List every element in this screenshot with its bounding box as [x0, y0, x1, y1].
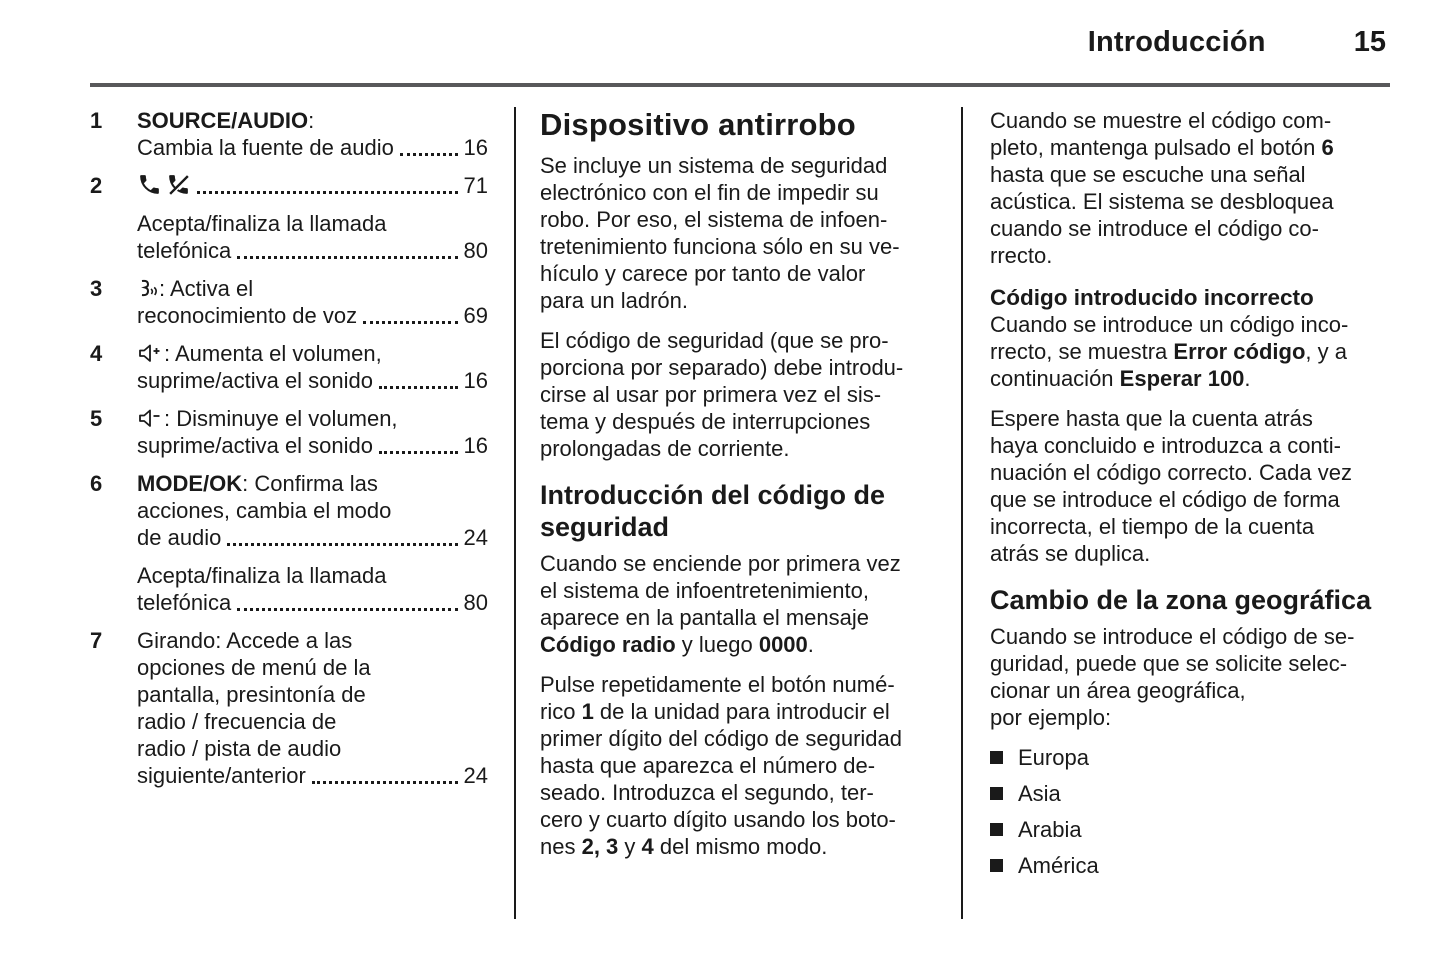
text-line: Espere hasta que la cuenta atrás	[990, 406, 1313, 431]
dotted-leader	[237, 608, 457, 611]
text-line: hasta que aparezca el número de-	[540, 753, 876, 778]
text-line: hasta que se escuche una señal	[990, 162, 1306, 187]
toc-item-body	[137, 562, 488, 616]
text-line: haya concluido e introduzca a conti-	[990, 433, 1341, 458]
toc-item-body	[137, 107, 488, 161]
text-line: Cuando se muestre el código com-	[990, 108, 1332, 133]
toc-line: Acepta/finaliza la llamada	[137, 211, 387, 236]
toc-item	[90, 562, 488, 616]
text-line: Código introducido incorrecto	[990, 285, 1314, 310]
toc-line: SOURCE/AUDIO:	[137, 108, 315, 133]
paragraph	[990, 623, 1390, 731]
toc-line: Cambia la fuente de audio 16	[137, 135, 488, 160]
zone-list-item	[990, 780, 1390, 807]
toc-line	[137, 172, 488, 199]
toc-line: reconocimiento de voz 69	[137, 303, 488, 328]
text-line: incorrecta, el tiempo de la cuenta	[990, 514, 1315, 539]
text-line: robo. Por eso, el sistema de infoen-	[540, 207, 888, 232]
bold-text: 4	[641, 834, 654, 859]
toc-item	[90, 275, 488, 329]
toc-item-number: 3	[90, 276, 103, 301]
toc-line: : Activa el	[137, 275, 488, 302]
toc-line: : Aumenta el volumen,	[137, 340, 488, 367]
zone-list-item	[990, 816, 1390, 843]
toc-line: Acepta/finaliza la llamada	[137, 563, 387, 588]
bold-text: Esperar 100	[1119, 366, 1245, 391]
toc-line: Girando: Accede a las	[137, 628, 353, 653]
voice-recognition-icon	[137, 276, 159, 300]
zone-label: Arabia	[1018, 817, 1082, 842]
text-line: por ejemplo:	[990, 705, 1112, 730]
dotted-leader	[312, 781, 458, 784]
zone-label: América	[1018, 853, 1099, 878]
toc-item-number: 1	[90, 108, 103, 133]
text-line: seado. Introduzca el segundo, ter-	[540, 780, 874, 805]
bold-text: Error código	[1173, 339, 1306, 364]
dotted-leader	[363, 321, 457, 324]
bold-text: MODE/OK	[137, 471, 243, 496]
text-line: Pulse repetidamente el botón numé-	[540, 672, 895, 697]
text-line: Introducción del código de	[540, 480, 886, 510]
toc-item	[90, 627, 488, 789]
toc-item	[90, 172, 488, 199]
toc-line: suprime/activa el sonido 16	[137, 368, 488, 393]
section-title: Introducción	[1087, 26, 1266, 58]
text-line: cionar un área geográfica,	[990, 678, 1246, 703]
volume-up-icon	[137, 342, 164, 365]
text-line: nes 2, 3 y 4 del mismo modo.	[540, 834, 828, 859]
text-line: Cuando se introduce un código inco-	[990, 312, 1349, 337]
toc-column	[90, 107, 488, 919]
toc-line: opciones de menú de la	[137, 655, 371, 680]
zone-label: Asia	[1018, 781, 1061, 806]
text-line: aparece en la pantalla el mensaje	[540, 605, 870, 630]
toc-line: de audio 24	[137, 525, 488, 550]
toc-page-ref: 24	[463, 525, 488, 550]
section-heading	[540, 107, 936, 143]
toc-line: radio / frecuencia de	[137, 709, 337, 734]
toc-page-ref: 16	[463, 368, 488, 393]
text-line: Cuando se enciende por primera vez	[540, 551, 901, 576]
toc-page-ref: 16	[463, 433, 488, 458]
text-line: porciona por separado) debe introdu-	[540, 355, 904, 380]
dotted-leader	[237, 256, 457, 259]
toc-item	[90, 470, 488, 551]
zone-list	[990, 744, 1390, 879]
text-line: guridad, puede que se solicite selec-	[990, 651, 1348, 676]
toc-item	[90, 405, 488, 459]
text-line: Cambio de la zona geográfica	[990, 585, 1372, 615]
toc-item-body	[137, 470, 488, 551]
page-number: 15	[1353, 26, 1386, 58]
text-line: cero y cuarto dígito usando los boto-	[540, 807, 896, 832]
volume-down-icon	[137, 407, 164, 430]
bold-text: 0000	[758, 632, 808, 657]
bold-text: 6	[1321, 135, 1334, 160]
section-heading	[540, 479, 936, 543]
toc-item	[90, 210, 488, 264]
toc-line: radio / pista de audio	[137, 736, 342, 761]
toc-page-ref: 80	[463, 590, 488, 615]
page-header	[90, 26, 1390, 59]
toc-item-body	[137, 627, 488, 789]
toc-item-number: 5	[90, 406, 103, 431]
text-line: cirse al usar por primera vez el sis-	[540, 382, 882, 407]
toc-item-number	[90, 210, 137, 264]
toc-item-number	[90, 562, 137, 616]
text-line: cuando se introduce el código co-	[990, 216, 1319, 241]
section-heading	[990, 284, 1390, 311]
toc-line: suprime/activa el sonido 16	[137, 433, 488, 458]
text-line: electrónico con el fin de impedir su	[540, 180, 879, 205]
paragraph	[990, 405, 1390, 567]
toc-page-ref: 80	[463, 238, 488, 263]
paragraph	[990, 107, 1390, 269]
section-heading	[990, 584, 1390, 616]
column-divider-1	[514, 107, 516, 919]
text-line: Dispositivo antirrobo	[540, 107, 856, 142]
dotted-leader	[379, 386, 458, 389]
toc-line: acciones, cambia el modo	[137, 498, 392, 523]
square-bullet-icon	[990, 859, 1003, 872]
text-line: que se introduce el código de forma	[990, 487, 1340, 512]
zone-label: Europa	[1018, 745, 1089, 770]
toc-item	[90, 340, 488, 394]
toc-line: : Disminuye el volumen,	[137, 405, 488, 432]
toc-line: siguiente/anterior 24	[137, 763, 488, 788]
text-line: Cuando se introduce el código de se-	[990, 624, 1355, 649]
text-line: continuación Esperar 100.	[990, 366, 1251, 391]
text-line: primer dígito del código de seguridad	[540, 726, 903, 751]
text-line: Se incluye un sistema de seguridad	[540, 153, 888, 178]
text-line: para un ladrón.	[540, 288, 688, 313]
text-line: tretenimiento funciona sólo en su ve-	[540, 234, 900, 259]
toc-item-body	[137, 210, 488, 264]
text-line: hículo y carece por tanto de valor	[540, 261, 866, 286]
dotted-leader	[227, 543, 457, 546]
phone-answer-icon	[137, 172, 162, 199]
toc-item-number: 2	[90, 173, 103, 198]
bold-text: Código radio	[540, 632, 676, 657]
text-line: prolongadas de corriente.	[540, 436, 790, 461]
toc-page-ref: 71	[463, 173, 488, 198]
toc-item-body	[137, 405, 488, 459]
toc-item-body	[137, 275, 488, 329]
text-line: atrás se duplica.	[990, 541, 1151, 566]
text-line: rico 1 de la unidad para introducir el	[540, 699, 890, 724]
text-line: acústica. El sistema se desbloquea	[990, 189, 1334, 214]
square-bullet-icon	[990, 787, 1003, 800]
toc-page-ref: 16	[463, 135, 488, 160]
toc-item-number: 7	[90, 628, 103, 653]
paragraph	[540, 550, 936, 658]
toc-line: telefónica 80	[137, 590, 488, 615]
text-line: tema y después de interrupciones	[540, 409, 871, 434]
text-line: seguridad	[540, 512, 670, 542]
phone-end-icon	[166, 172, 191, 199]
text-line: pleto, mantenga pulsado el botón 6	[990, 135, 1334, 160]
bold-text: 2, 3	[581, 834, 619, 859]
content-columns	[90, 107, 1390, 919]
text-line: rrecto.	[990, 243, 1053, 268]
text-line: El código de seguridad (que se pro-	[540, 328, 889, 353]
dotted-leader	[379, 451, 458, 454]
square-bullet-icon	[990, 751, 1003, 764]
zone-list-item	[990, 744, 1390, 771]
toc-item-body	[137, 172, 488, 199]
text-line: el sistema de infoentretenimiento,	[540, 578, 869, 603]
right-column	[990, 107, 1390, 919]
toc-page-ref: 24	[463, 763, 488, 788]
toc-line: MODE/OK: Confirma las	[137, 471, 378, 496]
toc-page-ref: 69	[463, 303, 488, 328]
header-rule	[90, 83, 1390, 87]
toc-item	[90, 107, 488, 161]
dotted-leader	[400, 153, 458, 156]
toc-item-number: 4	[90, 341, 103, 366]
toc-line: pantalla, presintonía de	[137, 682, 366, 707]
square-bullet-icon	[990, 823, 1003, 836]
text-line: rrecto, se muestra Error código, y a	[990, 339, 1347, 364]
toc-item-number: 6	[90, 471, 103, 496]
bold-text: SOURCE/AUDIO	[137, 108, 309, 133]
paragraph	[540, 327, 936, 462]
toc-line: telefónica 80	[137, 238, 488, 263]
text-line: nuación el código correcto. Cada vez	[990, 460, 1352, 485]
toc-item-body	[137, 340, 488, 394]
dotted-leader	[197, 191, 458, 194]
paragraph	[990, 311, 1390, 392]
text-line: Código radio y luego 0000.	[540, 632, 814, 657]
paragraph	[540, 671, 936, 860]
bold-text: 1	[581, 699, 594, 724]
middle-column	[540, 107, 936, 919]
column-divider-2	[961, 107, 963, 919]
paragraph	[540, 152, 936, 314]
zone-list-item	[990, 852, 1390, 879]
